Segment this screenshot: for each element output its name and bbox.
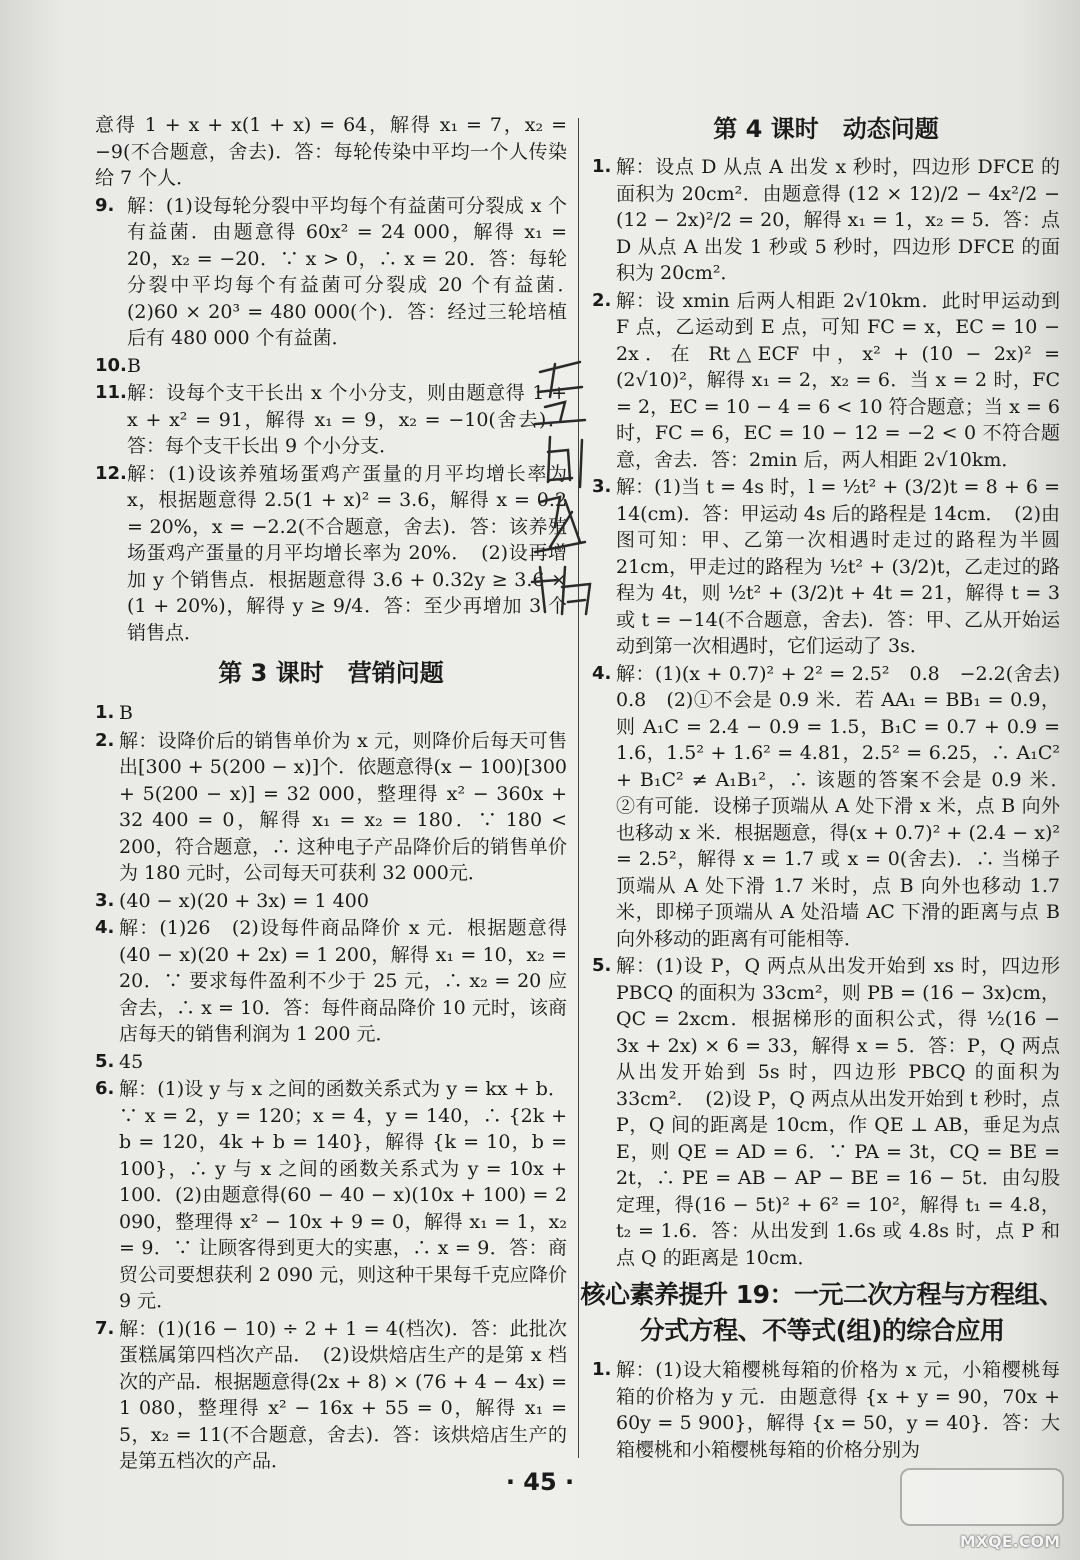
item-number: 11. xyxy=(95,382,127,403)
item-text: 解：设每个支干长出 x 个小分支，则由题意得 1 + x + x² = 91，解得 x₁ = 9，x₂ = −10(舍去)．答：每个支干长出 9 个小分支． xyxy=(127,382,567,457)
item-number: 5. xyxy=(95,1050,115,1072)
section-title-lesson-3: 第 3 课时 营销问题 xyxy=(218,659,444,687)
item-text: 解：设降价后的销售单价为 x 元，则降价后每天可售出[300 + 5(200 − x)]个．依题意得(x − 100)[300 + 5(200 − x)] = 32 000，整理得 x² − 360x + 32 400 = 0，解得 x₁ = x₂ = 180．∵ 180 < 200，符合题意，∴ 这种电子产品降价后的销售单价为 180 元时，公司每天可获利 32 000元． xyxy=(119,729,567,884)
item-text: 解：(1)26 (2)设每件商品降价 x 元．根据题意得(40 − x)(20 + 2x) = 1 200，解得 x₁ = 10，x₂ = 20．∵ 要求每件盈利不少于 25 元，∴ x₂ = 20 应舍去，∴ x = 10．答：每件商品降价 10 元时，该商店每天的销售利润为 1 200 元． xyxy=(119,917,567,1045)
item-text: 45 xyxy=(119,1050,144,1073)
item-number: 6. xyxy=(95,1078,115,1099)
item-text: 解：(1)(16 − 10) ÷ 2 + 1 = 4(档次)．答：此批次蛋糕属第四档次产品． (2)设烘焙店生产的是第 x 档次的产品．根据题意得(2x + 8) × (76 + 4 − 4x) = 1 080，整理得 x² − 16x + 55 = 0，解得 x₁ = 5，x₂ = 11(不合题意，舍去)．答：该烘焙店生产的是第五档次的产品． xyxy=(119,1317,567,1472)
answer-item-10 xyxy=(95,353,567,380)
core-title-line-2: 分式方程、不等式(组)的综合应用 xyxy=(639,1316,1005,1345)
item-number: 2. xyxy=(592,289,612,311)
answer-item-5 xyxy=(592,953,1060,1271)
item-number: 5. xyxy=(592,955,612,976)
answer-item-2 xyxy=(592,288,1060,474)
item-number: 1. xyxy=(592,1359,612,1380)
item-number: 1. xyxy=(95,702,115,723)
item-text: B xyxy=(119,702,133,724)
item-text: B xyxy=(127,354,141,377)
item-number: 9. xyxy=(95,194,115,216)
item-text: 解：(1)设该养殖场蛋鸡产蛋量的月平均增长率为 x，根据题意得 2.5(1 + x)² = 3.6，解得 x = 0.2 = 20%，x = −2.2(不合题意，舍去)．答：该养殖场蛋鸡产蛋量的月平均增长率为 20%． (2)设再增加 y 个销售点．根据题意得 3.6 + 0.32y ≥ 3.6 × (1 + 20%)，解得 y ≥ 9/4．答：至少再增加 3 个销售点． xyxy=(127,462,567,644)
core-title-line-1: 核心素养提升 19：一元二次方程与方程组、 xyxy=(580,1280,1064,1309)
item-text: 解：(1)(x + 0.7)² + 2² = 2.5² 0.8 −2.2(舍去) 0.8 (2)①不会是 0.9 米．若 AA₁ = BB₁ = 0.9，则 A₁C = 2.4 − 0.9 = 1.5，B₁C = 0.7 + 0.9 = 1.6，1.5² + 1.6² = 4.81，2.5² = 6.25，∴ A₁C² + B₁C² ≠ A₁B₁²，∴ 该题的答案不会是 0.9 米． ②有可能．设梯子顶端从 A 处下滑 x 米，点 B 向外也移动 x 米．根据题意，得(x + 0.7)² + (2.4 − x)² = 2.5²，解得 x = 1.7 或 x = 0(舍去)．∴ 当梯子顶端从 A 处下滑 1.7 米时，点 B 向外也移动 1.7 米，即梯子顶端从 A 处沿墙 AC 下滑的距离与点 B 向外移动的距离有可能相等． xyxy=(616,662,1080,950)
answer-item-4 xyxy=(95,915,567,1048)
answer-item-11 xyxy=(95,380,567,460)
item-number: 3. xyxy=(95,889,115,911)
item-text: 解：(1)当 t = 4s 时，l = ½t² + (3/2)t = 8 + 6 = 14(cm)．答：甲运动 4s 后的路程是 14cm． (2)由图可知：甲、乙第一次相遇时走过的路程为半圆 21cm，甲走过的路程为 ½t² + (3/2)t，乙走过的路程为 4t，则 ½t² + (3/2)t + 4t = 21，解得 t = 3 或 t = −14(不合题意，舍去)．答：甲、乙从开始运动到第一次相遇时，它们运动了 3s． xyxy=(616,476,1060,657)
item-text: 解：(1)设 P，Q 两点从出发开始到 xs 时，四边形 PBCQ 的面积为 33cm²，则 PB = (16 − 3x)cm，QC = 2xcm．根据梯形的面积公式，得 ½(16 − 3x + 2x) × 6 = 33，解得 x = 5．答：P，Q 两点从出发开始到 5s 时，四边形 PBCQ 的面积为 33cm²． (2)设 P，Q 两点从出发开始到 t 秒时，点 P，Q 间的距离是 10cm，作 QE ⊥ AB，垂足为点 E，则 QE = AD = 6．∵ PA = 3t，CQ = BE = 2t，∴ PE = AB − AP − BE = 16 − 5t．由勾股定理，得(16 − 5t)² + 6² = 10²，解得 t₁ = 4.8，t₂ = 1.6．答：从出发到 1.6s 或 4.8s 时，点 P 和点 Q 的距离是 10cm． xyxy=(616,955,1060,1269)
item-number: 1. xyxy=(592,156,612,177)
item-number: 3. xyxy=(592,476,612,497)
watermark-url: MXQE.COM xyxy=(959,1532,1060,1551)
item-number: 4. xyxy=(95,917,115,938)
answer-item-6 xyxy=(95,1076,567,1315)
right-column xyxy=(580,112,1080,1464)
answer-item-7 xyxy=(95,1316,567,1475)
column-divider xyxy=(578,118,579,1458)
item-text: 解：设 xmin 后两人相距 2√10km．此时甲运动到 F 点，乙运动到 E 点，可知 FC = x，EC = 10 − 2x．在 Rt△ECF 中，x² + (10 − 2x)² = (2√10)²，解得 x₁ = 2，x₂ = 6．当 x = 2 时，FC = 2，EC = 10 − 4 = 6 < 10 符合题意；当 x = 6 时，FC = 6，EC = 10 − 12 = −2 < 0 不符合题意，舍去．答：2min 后，两人相距 2√10km． xyxy=(616,289,1060,471)
item-text: 解：(1)设 y 与 x 之间的函数关系式为 y = kx + b．∵ x = 2，y = 120；x = 4，y = 140，∴ {2k + b = 120，4k + b = 140}，解得 {k = 10，b = 100}，∴ y 与 x 之间的函数关系式为 y = 10x + 100．(2)由题意得(60 − 40 − x)(10x + 100) = 2 090，整理得 x² − 10x + 9 = 0，解得 x₁ = 1，x₂ = 9．∵ 让顾客得到更大的实惠，∴ x = 9．答：商贸公司要想获利 2 090 元，则这种干果每千克应降价 9 元． xyxy=(119,1078,567,1312)
item-text: 解：(1)设大箱樱桃每箱的价格为 x 元，小箱樱桃每箱的价格为 y 元．由题意得 {x + y = 90，70x + 60y = 5 900}，解得 {x = 50，y = 40}．答：大箱樱桃和小箱樱桃每箱的价格分别为 xyxy=(616,1359,1060,1461)
section-title-lesson-4: 第 4 课时 动态问题 xyxy=(713,115,939,143)
watermark-logo xyxy=(900,1468,1064,1526)
answer-item-1 xyxy=(592,1357,1060,1463)
answer-item-3 xyxy=(95,888,567,915)
answer-item-5 xyxy=(95,1049,567,1076)
item-number: 7. xyxy=(95,1317,115,1339)
answer-item-2 xyxy=(95,728,567,887)
item-text: 解：(1)设每轮分裂中平均每个有益菌可分裂成 x 个有益菌．由题意得 60x² = 24 000，解得 x₁ = 20，x₂ = −20．∵ x > 0，∴ x = 20．答：每轮分裂中平均每个有益菌可分裂成 20 个有益菌． (2)60 × 20³ = 480 000(个)．答：经过三轮培植后有 480 000 个有益菌． xyxy=(127,194,587,349)
answer-item-1 xyxy=(592,154,1060,287)
answer-item-4 xyxy=(592,661,1080,953)
answer-item-1 xyxy=(95,700,567,727)
answer-item-9 xyxy=(95,193,587,352)
core-literacy-title xyxy=(572,1277,1072,1349)
item-text: 解：设点 D 从点 A 出发 x 秒时，四边形 DFCE 的面积为 20cm²．由题意得 (12 × 12)/2 − 4x²/2 − (12 − 2x)²/2 = 20，解得 x₁ = 1，x₂ = 5．答：点 D 从点 A 出发 1 秒或 5 秒时，四边形 DFCE 的面积为 20cm²． xyxy=(616,156,1060,284)
item-number: 12. xyxy=(95,462,127,484)
item-number: 2. xyxy=(95,729,115,751)
item-text: (40 − x)(20 + 3x) = 1 400 xyxy=(119,889,369,912)
item-number: 10. xyxy=(95,354,127,376)
item-number: 4. xyxy=(592,662,612,684)
page-number: · 45 · xyxy=(505,1468,575,1496)
answer-continuation: 意得 1 + x + x(1 + x) = 64，解得 x₁ = 7，x₂ = −9(不合题意，舍去)．答：每轮传染中平均一个人传染给 7 个人． xyxy=(95,114,567,189)
answer-item-12 xyxy=(95,461,567,647)
answer-item-3 xyxy=(592,474,1060,660)
site-watermark xyxy=(890,1462,1070,1557)
left-column xyxy=(95,112,587,1476)
